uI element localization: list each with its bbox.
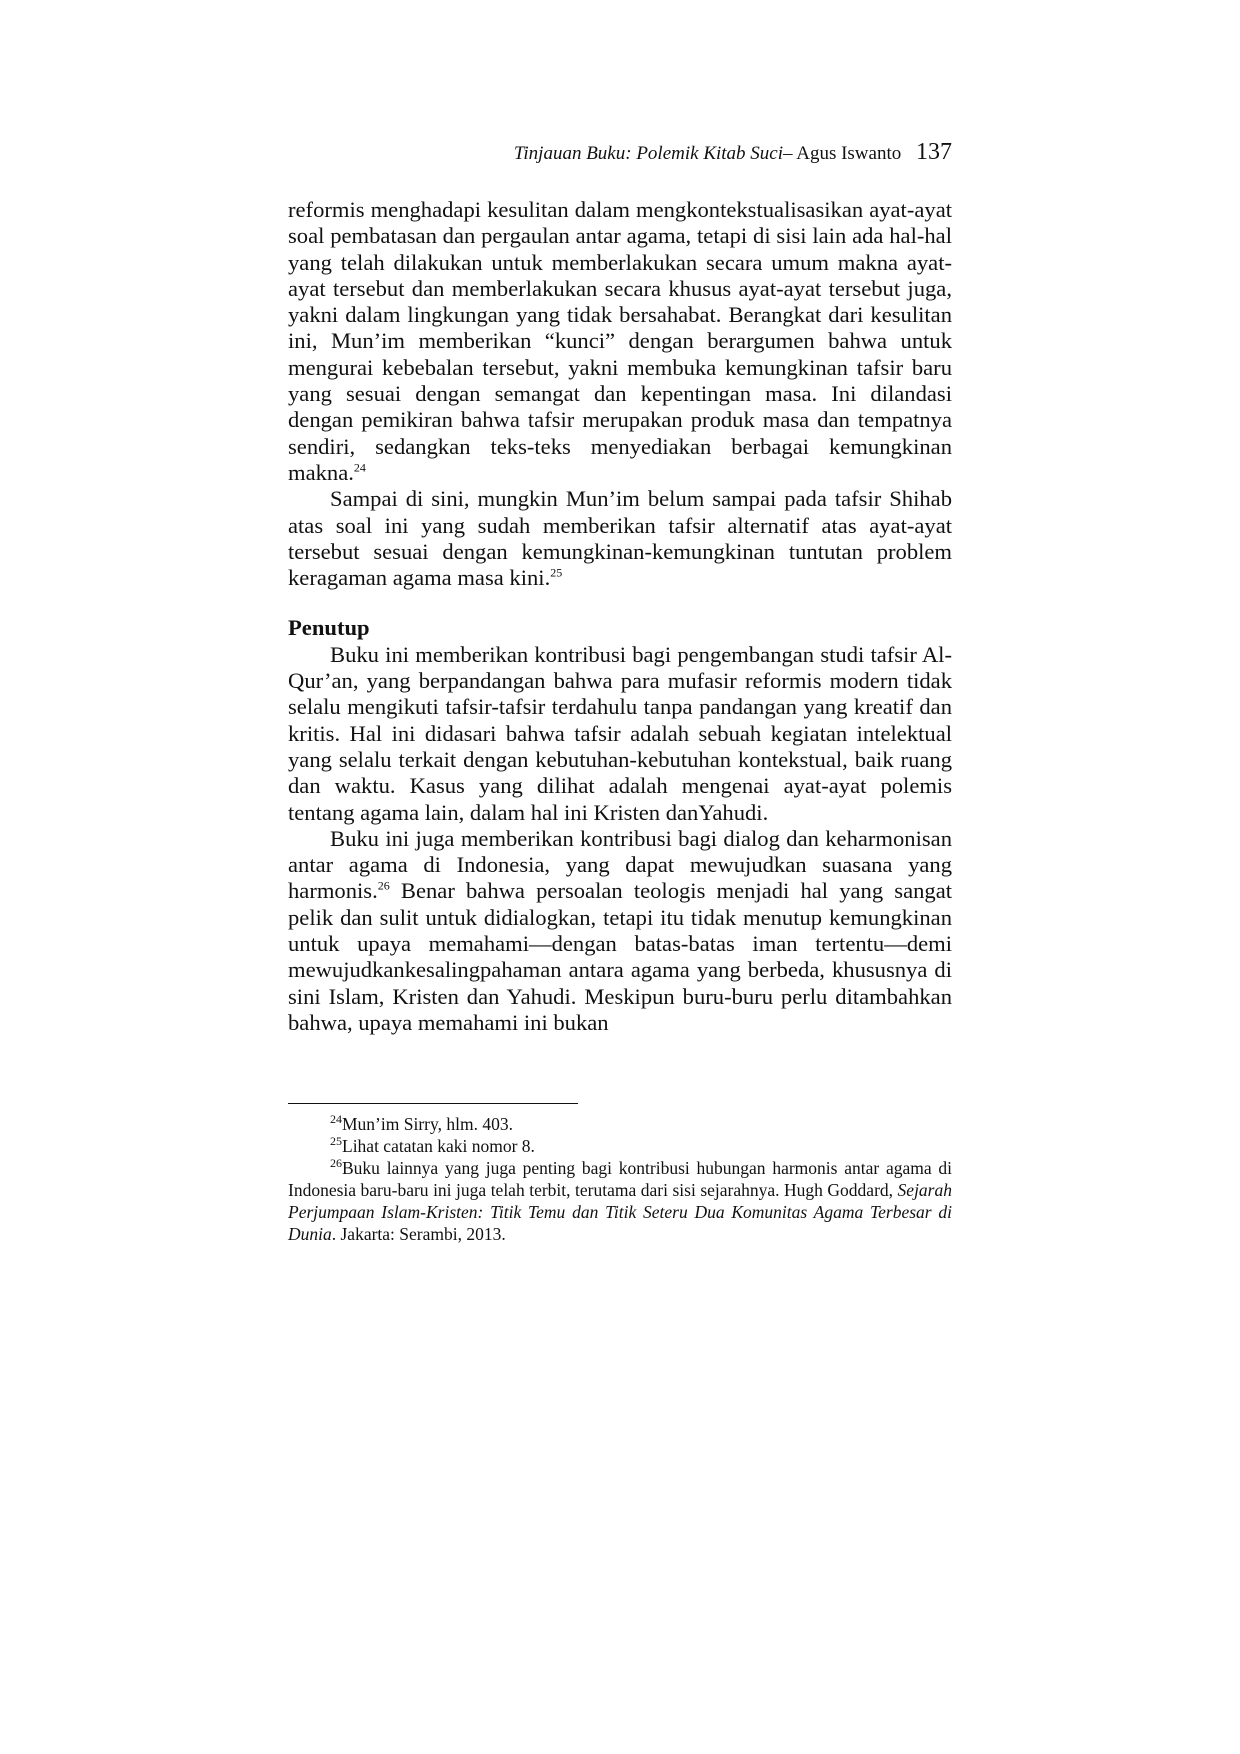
page-number: 137	[916, 139, 952, 165]
running-head-title: Tinjauan Buku: Polemik Kitab Suci	[513, 143, 784, 164]
footnote-25-number: 25	[330, 1134, 342, 1149]
paragraph-2-text: Sampai di sini, mungkin Mun’im belum sampai pada tafsir Shihab atas soal ini yang sudah memberikan tafsir alternatif atas ayat-ayat tersebut sesuai dengan kemungkinan-kemungkinan tuntutan problem keragaman agama masa kini.	[288, 486, 952, 591]
footnote-separator	[288, 1103, 578, 1104]
paragraph-1-text: reformis menghadapi kesulitan dalam mengkontekstualisasikan ayat-ayat soal pembatasan dan pergaulan antar agama, tetapi di sisi lain ada hal-hal yang telah dilakukan untuk memberlakukan secara umum makna ayat-ayat tersebut dan memberlakukan secara khusus ayat-ayat tersebut juga, yakni dalam lingkungan yang tidak bersahabat. Berangkat dari kesulitan ini, Mun’im memberikan “kunci” dengan berargumen bahwa untuk mengurai kebebalan tersebut, yakni membuka kemungkinan tafsir baru yang sesuai dengan semangat dan kepentingan masa. Ini dilandasi dengan pemikiran bahwa tafsir merupakan produk masa dan tempatnya sendiri, sedangkan teks-teks menyediakan berbagai kemungkinan makna.	[288, 197, 952, 485]
paragraph-4-text-b: Benar bahwa persoalan teologis menjadi hal yang sangat pelik dan sulit untuk didialogkan, tetapi itu tidak menutup kemungkinan untuk upaya memahami—dengan batas-batas iman tertentu—demi mewujudkankesalingpahaman antara agama yang berbeda, khususnya di sini Islam, Kristen dan Yahudi. Meskipun buru-buru perlu ditambahkan bahwa, upaya memahami ini bukan	[288, 878, 952, 1035]
footnote-25	[288, 1135, 952, 1157]
footnote-ref-26[interactable]: 26	[377, 878, 390, 893]
footnote-ref-24[interactable]: 24	[353, 460, 366, 475]
footnote-26	[288, 1157, 952, 1245]
footnotes	[288, 1113, 952, 1245]
running-head	[288, 140, 952, 166]
paragraph-2	[288, 486, 952, 591]
paragraph-3-text: Buku ini memberikan kontribusi bagi pengembangan studi tafsir Al-Qur’an, yang berpandangan bahwa para mufasir reformis modern tidak selalu mengikuti tafsir-tafsir terdahulu tanpa pandangan yang kreatif dan kritis. Hal ini didasari bahwa tafsir adalah sebuah kegiatan intelektual yang selalu terkait dengan kebutuhan-kebutuhan kontekstual, baik ruang dan waktu. Kasus yang dilihat adalah mengenai ayat-ayat polemis tentang agama lain, dalam hal ini Kristen danYahudi.	[288, 641, 952, 825]
footnote-ref-25[interactable]: 25	[550, 565, 563, 580]
footnote-26-book-title: Sejarah Perjumpaan Islam-Kristen: Titik Temu dan Titik Seteru Dua Komunitas Agama Terbesar di Dunia	[288, 1180, 952, 1244]
footnote-26-publication: . Jakarta: Serambi, 2013.	[331, 1224, 506, 1244]
running-head-dash: –	[783, 143, 793, 164]
footnote-25-text: Lihat catatan kaki nomor 8.	[342, 1136, 535, 1156]
footnote-24	[288, 1113, 952, 1135]
footnote-24-text: Mun’im Sirry, hlm. 403.	[342, 1114, 513, 1134]
running-head-author: Agus Iswanto	[796, 143, 902, 164]
section-heading-penutup: Penutup	[288, 615, 370, 641]
paragraph-1	[288, 197, 952, 486]
paragraph-3	[288, 642, 952, 826]
body-text	[288, 197, 952, 1036]
footnote-24-number: 24	[330, 1112, 342, 1127]
paragraph-4	[288, 826, 952, 1036]
footnote-26-text: Buku lainnya yang juga penting bagi kontribusi hubungan harmonis antar agama di Indonesia baru-baru ini juga telah terbit, terutama dari sisi sejarahnya. Hugh Goddard,	[288, 1158, 952, 1200]
paragraph-4-text-a: Buku ini juga memberikan kontribusi bagi dialog dan keharmonisan antar agama di Indonesia, yang dapat mewujudkan suasana yang harmonis.	[288, 825, 952, 904]
footnote-26-number: 26	[330, 1156, 342, 1171]
